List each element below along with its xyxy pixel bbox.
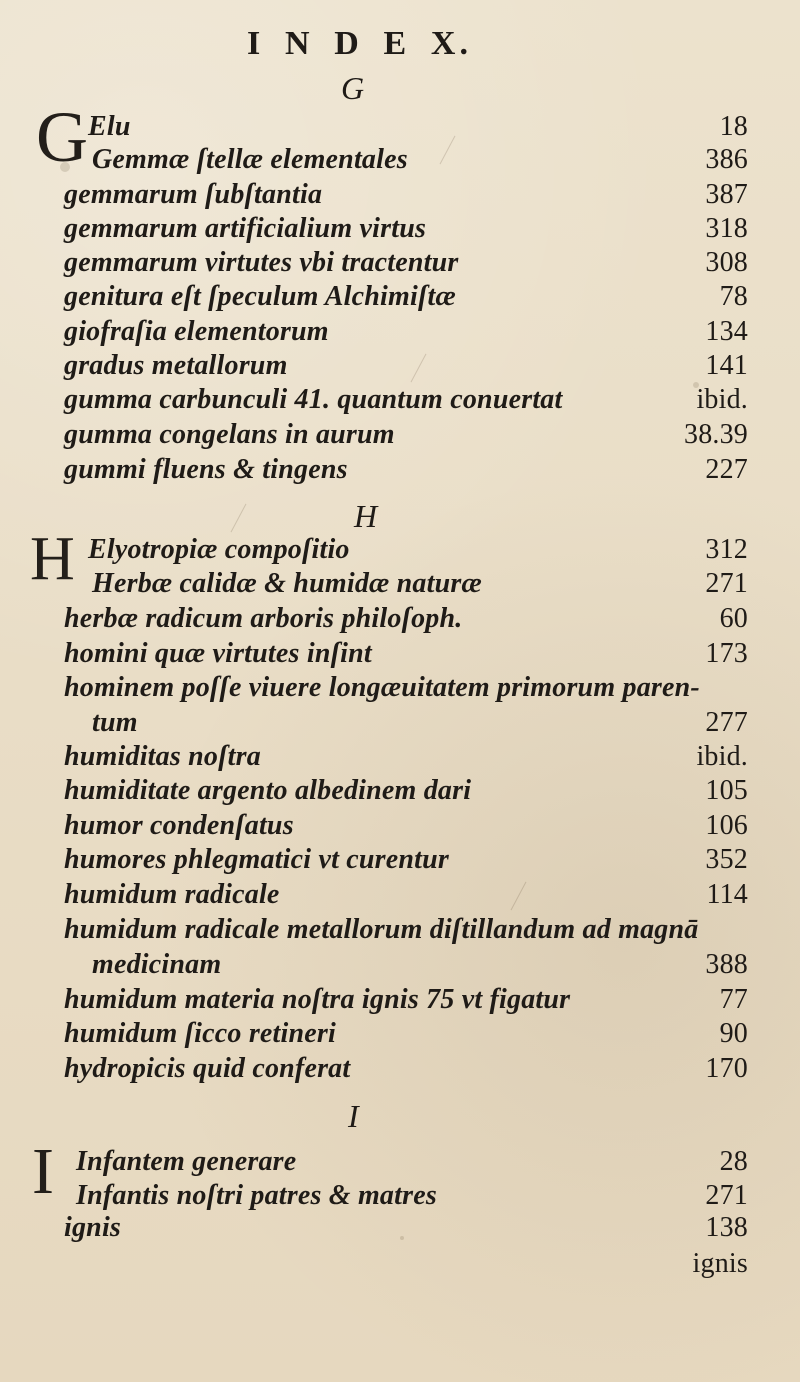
- index-page-ref: 141: [705, 350, 748, 381]
- paper-mark: [231, 504, 247, 533]
- index-entry: [64, 181, 748, 209]
- index-page-ref: 271: [705, 1180, 748, 1211]
- index-term: gemmarum virtutes vbi tractentur: [64, 247, 459, 278]
- index-page-ref: 60: [719, 603, 748, 634]
- index-entry: [64, 536, 748, 564]
- index-term: hydropicis quid conferat: [64, 1053, 351, 1084]
- index-entry: [64, 386, 748, 414]
- index-term: Herbæ calidæ & humidæ naturæ: [92, 568, 482, 599]
- index-entry: [64, 113, 748, 141]
- index-entry: [64, 777, 748, 805]
- index-entry: [64, 640, 748, 668]
- index-page-ref: 138: [705, 1212, 748, 1243]
- index-entry: [64, 605, 748, 633]
- index-term: Elyotropiæ compoſitio: [88, 534, 350, 565]
- paper-spot: [400, 1236, 404, 1240]
- index-page-ref: ibid.: [696, 741, 748, 772]
- index-entry: [64, 743, 748, 771]
- index-term: Gemmæ ſtellæ elementales: [92, 144, 408, 175]
- index-page-ref: 134: [705, 316, 748, 347]
- index-page-ref: 106: [705, 810, 748, 841]
- drop-cap-g: G: [36, 97, 88, 177]
- index-entry: [64, 215, 748, 243]
- index-page-ref: 105: [705, 775, 748, 806]
- index-term: Infantis noſtri patres & matres: [76, 1180, 437, 1211]
- index-page-ref: 77: [719, 984, 748, 1015]
- index-entry: [64, 1055, 748, 1083]
- index-entry: [64, 456, 748, 484]
- index-page-ref: 170: [705, 1053, 748, 1084]
- index-entry: [64, 916, 748, 944]
- index-term: humidum radicale: [64, 879, 280, 910]
- index-page-ref: 352: [705, 844, 748, 875]
- drop-cap-i: I: [32, 1135, 54, 1208]
- index-page-ref: 90: [719, 1018, 748, 1049]
- index-term: Infantem generare: [76, 1146, 297, 1177]
- index-page-ref: 388: [705, 949, 748, 980]
- section-letter-i: I: [348, 1098, 359, 1134]
- index-entry: [64, 352, 748, 380]
- index-entry: [64, 1182, 748, 1210]
- index-term: humidum ſicco retineri: [64, 1018, 336, 1049]
- index-term: gummi fluens & tingens: [64, 454, 348, 485]
- index-term: medicinam: [92, 949, 222, 980]
- index-page-ref: 387: [705, 179, 748, 210]
- index-page-ref: 227: [705, 454, 748, 485]
- index-term: gumma carbunculi 41. quantum conuertat: [64, 384, 563, 415]
- index-entry: [64, 846, 748, 874]
- paper-spot: [693, 382, 699, 388]
- index-entry: [64, 249, 748, 277]
- index-entry: [64, 812, 748, 840]
- index-page-ref: 271: [705, 568, 748, 599]
- header-letter-d: D: [334, 25, 363, 62]
- index-entry: [64, 674, 748, 702]
- index-entry: [64, 1214, 748, 1242]
- index-term: gradus metallorum: [64, 350, 288, 381]
- header-letter-n: N: [284, 25, 314, 62]
- index-entry: [64, 146, 748, 174]
- index-entry: [64, 1148, 748, 1176]
- index-entry: [64, 283, 748, 311]
- index-page-ref: 38.39: [684, 419, 748, 450]
- index-term: tum: [92, 707, 138, 738]
- index-entry: [64, 986, 748, 1014]
- catchword-row: [64, 1250, 748, 1278]
- index-page-ref: 114: [706, 879, 748, 910]
- index-term: Elu: [88, 111, 131, 142]
- index-page-ref: 386: [705, 144, 748, 175]
- index-page-ref: 28: [719, 1146, 748, 1177]
- index-term: humidum radicale metallorum diſtillandum ad magnā: [64, 914, 699, 945]
- index-term: humor condenſatus: [64, 810, 294, 841]
- header-letter-i: I: [247, 25, 265, 62]
- index-entry: [64, 881, 748, 909]
- index-term: humidum materia noſtra ignis 75 vt figatur: [64, 984, 571, 1015]
- index-page-ref: 277: [705, 707, 748, 738]
- index-page-ref: 18: [719, 111, 748, 142]
- index-entry: [64, 1020, 748, 1048]
- index-term: gemmarum artificialium virtus: [64, 213, 427, 244]
- section-letter-h: H: [354, 498, 378, 534]
- index-term: humiditas noſtra: [64, 741, 261, 772]
- index-term: gumma congelans in aurum: [64, 419, 395, 450]
- section-letter-g: G: [341, 70, 365, 106]
- index-page-ref: 318: [705, 213, 748, 244]
- index-term: giofraſia elementorum: [64, 316, 329, 347]
- index-page-ref: 78: [719, 281, 748, 312]
- index-term: homini quæ virtutes inſint: [64, 638, 372, 669]
- index-term: herbæ radicum arboris philoſoph.: [64, 603, 463, 634]
- header-letter-e: E: [383, 25, 411, 62]
- index-term: humores phlegmatici vt curentur: [64, 844, 450, 875]
- header-letter-x: X.: [430, 25, 472, 62]
- index-term: humiditate argento albedinem dari: [64, 775, 472, 806]
- index-term: ignis: [64, 1212, 122, 1243]
- catchword: ignis: [692, 1248, 748, 1279]
- paper-spot: [60, 162, 70, 172]
- index-term: gemmarum ſubſtantia: [64, 179, 323, 210]
- index-page-ref: 308: [705, 247, 748, 278]
- index-page-ref: ibid.: [696, 384, 748, 415]
- index-entry: [64, 709, 748, 737]
- index-term: hominem poſſe viuere longæuitatem primorum paren-: [64, 672, 700, 703]
- index-entry: [64, 421, 748, 449]
- index-page-ref: 173: [705, 638, 748, 669]
- page-header: [247, 24, 472, 64]
- drop-cap-h: H: [30, 525, 75, 593]
- index-entry: [64, 951, 748, 979]
- index-term: genitura eſt ſpeculum Alchimiſtæ: [64, 281, 456, 312]
- index-entry: [64, 318, 748, 346]
- index-entry: [64, 570, 748, 598]
- index-page-ref: 312: [705, 534, 748, 565]
